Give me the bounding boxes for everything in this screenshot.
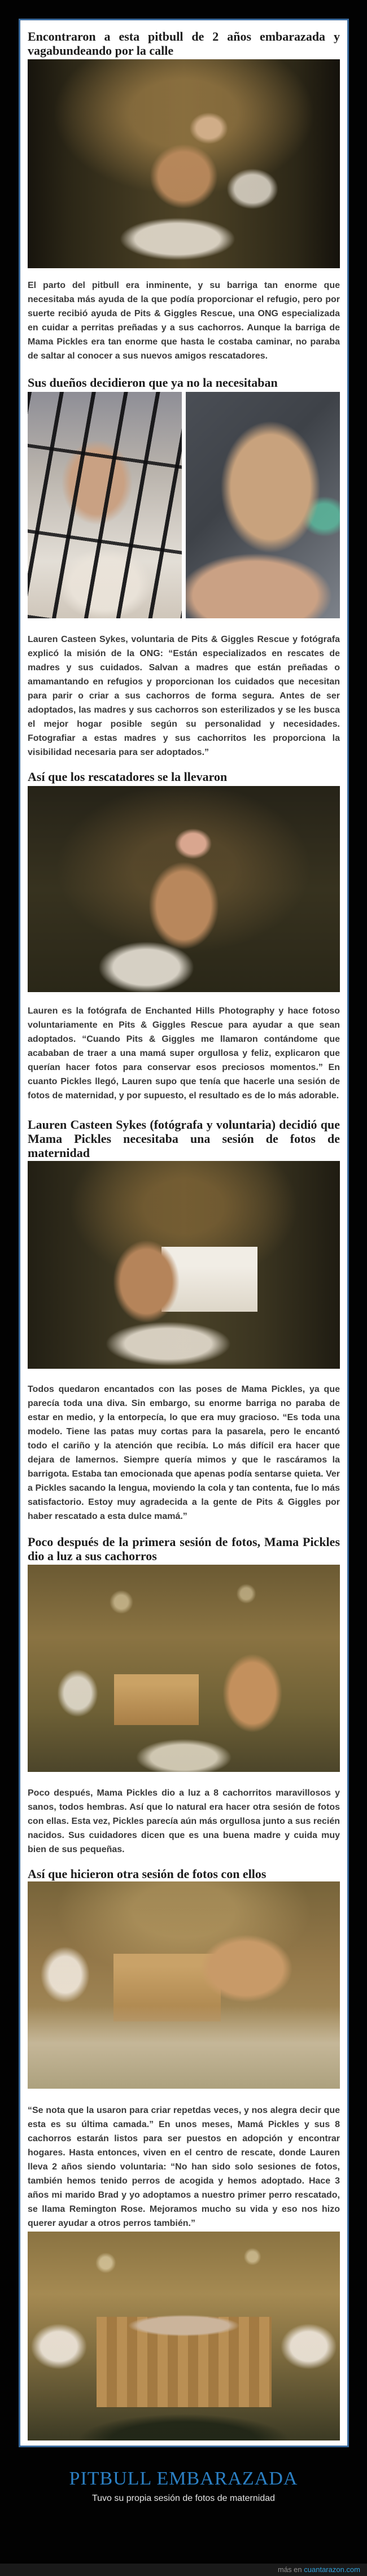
photo-mama-with-puppy-basket [28, 1565, 340, 1772]
watermark-prefix: más en [278, 2565, 304, 2574]
photo-maternity-session-crate [28, 1161, 340, 1369]
photo-pitbull-in-cage [28, 392, 182, 618]
article-card [19, 19, 349, 2447]
poster-footer [0, 2468, 367, 2504]
photo-pregnant-pitbull-forest [28, 59, 340, 268]
article-paragraph-5: Poco después, Mama Pickles dio a luz a 8 cachorritos maravillosos y sanos, todos hembras. Así que lo natural era hacer otra sesión de fotos con ellas. Esta vez, Pickles parecía aún más orgullosa junto a sus recién nacidos. Sus cuidadores dicen que es una buena madre y cuida muy bien de sus pequeñas. [28, 1788, 340, 1854]
article-paragraph-4: Todos quedaron encantados con las poses de Mama Pickles, ya que parecía toda una diva. Sin embargo, su enorme barriga no paraba de estar en medio, y la entorpecía, lo que era muy gracioso. “Es toda una modelo. Tiene las patas muy cortas para la pasarela, pero le encantó todo el cariño y la atención que recibía. Lo más difícil era hacer que dejara de lamernos. Siempre quería mimos y que le rascáramos la barrigota. Estaba tan emocionada que apenas podía sentarse quieta. Ver a Pickles sacando la lengua, moviendo la cola y tan contenta, fue lo más satisfactorio. Estoy muy agradecida a la gente de Pits & Giggles por haber rescatado a esta dulce mamá.” [28, 1385, 340, 1521]
section-heading-rescuers: Así que los rescatadores se la llevaron [28, 770, 228, 784]
section-heading-owners: Sus dueños decidieron que ya no la necesitaban [28, 376, 278, 390]
photo-pitbull-licking-nose [28, 786, 340, 992]
photo-pitbull-hugged [186, 392, 340, 618]
poster-background [0, 19, 367, 2576]
section-heading-birth: Poco después de la primera sesión de fotos, Mama Pickles dio a luz a sus cachorros [28, 1535, 340, 1563]
section-heading-second-session: Así que hicieron otra sesión de fotos con ellos [28, 1867, 266, 1881]
poster-title: PITBULL EMBARAZADA [69, 2468, 298, 2489]
article-paragraph-1: El parto del pitbull era inminente, y su barriga tan enorme que necesitaba más ayuda de la que podía proporcionar el refugio, pero por suerte recibió ayuda de Pits & Giggles Rescue, una ONG especializada en cuidar a perritas preñadas y a sus cachorros. Aunque la barriga de Mama Pickles era tan enorme que hasta le costaba caminar, no paraba de saltar al conocer a sus nuevos amigos rescatadores. [28, 281, 340, 361]
article-title: Encontraron a esta pitbull de 2 años embarazada y vagabundeando por la calle [28, 29, 340, 58]
section-heading-photoshoot: Lauren Casteen Sykes (fotógrafa y voluntaria) decidió que Mama Pickles necesitaba una sesión de fotos de maternidad [28, 1117, 340, 1160]
article-paragraph-6: “Se nota que la usaron para criar repetdas veces, y nos alegra decir que esta es su última camada.” En unos meses, Mamá Pickles y sus 8 cachorros estarán listos para ser puestos en adopción y encontrar hogares. Hasta entonces, viven en el centro de rescate, donde Lauren lleva 2 años siendo voluntaria: “No han sido solo sesiones de fotos, también hemos tenido perros de acogida y hemos adoptado. Hace 3 años mi marido Brad y yo adoptamos a nuestro primer perro rescatado, se llama Remington Rose. Mejoramos mucho su vida y eso nos hizo querer ayudar a otros perros también.” [28, 2106, 340, 2228]
photo-puppies-basket-closeup [28, 2232, 340, 2440]
article-paragraph-2: Lauren Casteen Sykes, voluntaria de Pits & Giggles Rescue y fotógrafa explicó la misión de la ONG: “Están especializados en rescates de madres y sus cuidados. Salvan a madres que están preñadas o amamantando en refugios y proporcionan los cuidados que necesitan para parir o criar a sus cachorros de forma segura. Antes de ser adoptados, las madres y sus cachorros son esterilizados y se les busca el mejor hogar posible según su personalidad y necesidades. Fotografiar a estas madres y sus cachorritos les proporciona la visibilidad necesaria para ser adoptados.” [28, 635, 340, 757]
photo-mama-sniffing-basket [28, 1881, 340, 2089]
article-paragraph-3: Lauren es la fotógrafa de Enchanted Hills Photography y hace fotoso voluntariamente en Pits & Giggles Rescue para ayudar a que sean adoptados. “Cuando Pits & Giggles me llamaron contándome que acababan de traer a una mamá super orgullosa y feliz, explicaron que querían hacer fotos para conservar esos preciosos momentos.” En cuanto Pickles llegó, Lauren supo que tenía que hacerle una sesión de fotos de maternidad, y por supuesto, el resultado es de lo más adorable. [28, 1006, 340, 1101]
photo-row-rescue [28, 392, 340, 618]
poster-subtitle: Tuvo su propia sesión de fotos de maternidad [91, 2494, 276, 2503]
watermark-site-link[interactable]: cuantarazon.com [304, 2565, 360, 2574]
watermark-bar [0, 2564, 367, 2576]
